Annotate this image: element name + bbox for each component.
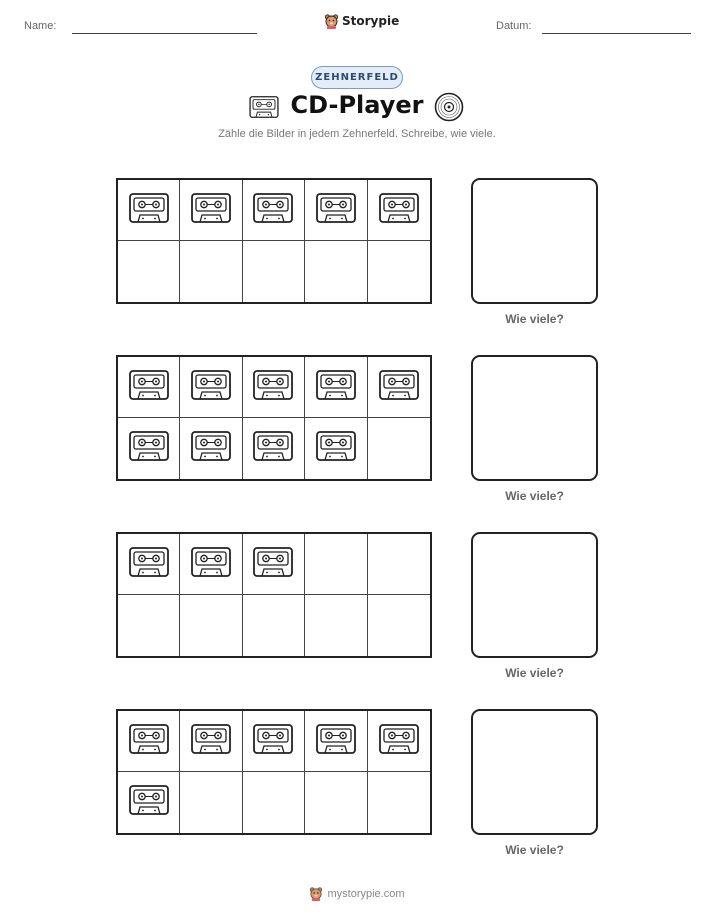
cassette-icon xyxy=(379,370,419,405)
cassette-icon xyxy=(129,370,169,405)
page-title: CD-Player xyxy=(290,91,424,119)
cassette-icon xyxy=(379,724,419,759)
cassette-icon xyxy=(129,431,169,466)
ten-frame xyxy=(116,709,432,835)
footer-url: mystorypie.com xyxy=(327,887,405,900)
ten-frame-cell xyxy=(368,418,430,479)
ten-frame-cell xyxy=(180,357,242,418)
cassette-icon xyxy=(129,785,169,820)
cassette-icon xyxy=(253,431,293,466)
cassette-icon xyxy=(253,193,293,228)
ten-frame-cell xyxy=(243,418,305,479)
ten-frame-cell xyxy=(243,357,305,418)
answer-label: Wie viele? xyxy=(505,489,564,503)
cassette-icon xyxy=(316,370,356,405)
ten-frame-cell xyxy=(180,418,242,479)
cassette-icon xyxy=(129,193,169,228)
ten-frame-cell xyxy=(243,772,305,833)
ten-frame-cell xyxy=(118,180,180,241)
ten-frame-cell xyxy=(243,180,305,241)
bear-logo-icon xyxy=(324,13,339,29)
answer-box[interactable] xyxy=(471,178,598,304)
ten-frame-cell xyxy=(118,711,180,772)
ten-frame-cell xyxy=(243,534,305,595)
answer-box[interactable] xyxy=(471,355,598,481)
cassette-icon xyxy=(316,431,356,466)
ten-frame-cell xyxy=(180,772,242,833)
ten-frame xyxy=(116,532,432,658)
brand-logo xyxy=(324,13,399,29)
ten-frame-cell xyxy=(305,595,367,656)
ten-frame-cell xyxy=(305,418,367,479)
cassette-icon xyxy=(253,724,293,759)
answer-box[interactable] xyxy=(471,532,598,658)
instructions: Zähle die Bilder in jedem Zehnerfeld. Schreibe, wie viele. xyxy=(218,128,496,140)
ten-frame-cell xyxy=(368,357,430,418)
cassette-icon xyxy=(129,724,169,759)
date-line[interactable] xyxy=(542,33,691,34)
ten-frame-cell xyxy=(305,241,367,302)
cassette-icon xyxy=(316,193,356,228)
category-badge: ZEHNERFELD xyxy=(311,66,403,89)
ten-frame-cell xyxy=(305,772,367,833)
ten-frame-cell xyxy=(118,241,180,302)
ten-frame-cell xyxy=(118,534,180,595)
ten-frame-cell xyxy=(118,772,180,833)
footer xyxy=(0,886,714,901)
answer-label: Wie viele? xyxy=(505,843,564,857)
ten-frame-cell xyxy=(243,711,305,772)
ten-frame-cell xyxy=(368,595,430,656)
cassette-icon xyxy=(253,370,293,405)
ten-frame-cell xyxy=(368,772,430,833)
bear-logo-icon xyxy=(309,886,323,901)
cd-icon xyxy=(434,92,464,122)
ten-frame-cell xyxy=(305,357,367,418)
name-label: Name: xyxy=(24,20,57,32)
ten-frame-cell xyxy=(368,241,430,302)
cassette-icon xyxy=(379,193,419,228)
ten-frame-cell xyxy=(180,595,242,656)
answer-label: Wie viele? xyxy=(505,312,564,326)
ten-frame-cell xyxy=(368,534,430,595)
ten-frame-cell xyxy=(118,595,180,656)
ten-frame-cell xyxy=(118,357,180,418)
ten-frame-cell xyxy=(368,711,430,772)
cassette-icon xyxy=(316,724,356,759)
answer-label: Wie viele? xyxy=(505,666,564,680)
ten-frame xyxy=(116,355,432,481)
ten-frame-cell xyxy=(305,180,367,241)
name-line[interactable] xyxy=(72,33,257,34)
cassette-icon xyxy=(191,547,231,582)
ten-frame-cell xyxy=(180,180,242,241)
cassette-icon xyxy=(191,724,231,759)
brand-name: Storypie xyxy=(342,14,400,28)
ten-frame-cell xyxy=(368,180,430,241)
cassette-icon xyxy=(191,193,231,228)
ten-frame-cell xyxy=(243,595,305,656)
answer-box[interactable] xyxy=(471,709,598,835)
ten-frame-cell xyxy=(180,534,242,595)
date-label: Datum: xyxy=(496,20,532,32)
ten-frame-cell xyxy=(243,241,305,302)
ten-frame-cell xyxy=(180,711,242,772)
cassette-icon xyxy=(253,547,293,582)
cassette-icon xyxy=(191,431,231,466)
ten-frame xyxy=(116,178,432,304)
ten-frame-cell xyxy=(305,711,367,772)
ten-frame-cell xyxy=(118,418,180,479)
cassette-icon xyxy=(191,370,231,405)
ten-frame-cell xyxy=(305,534,367,595)
cassette-icon xyxy=(129,547,169,582)
ten-frame-cell xyxy=(180,241,242,302)
